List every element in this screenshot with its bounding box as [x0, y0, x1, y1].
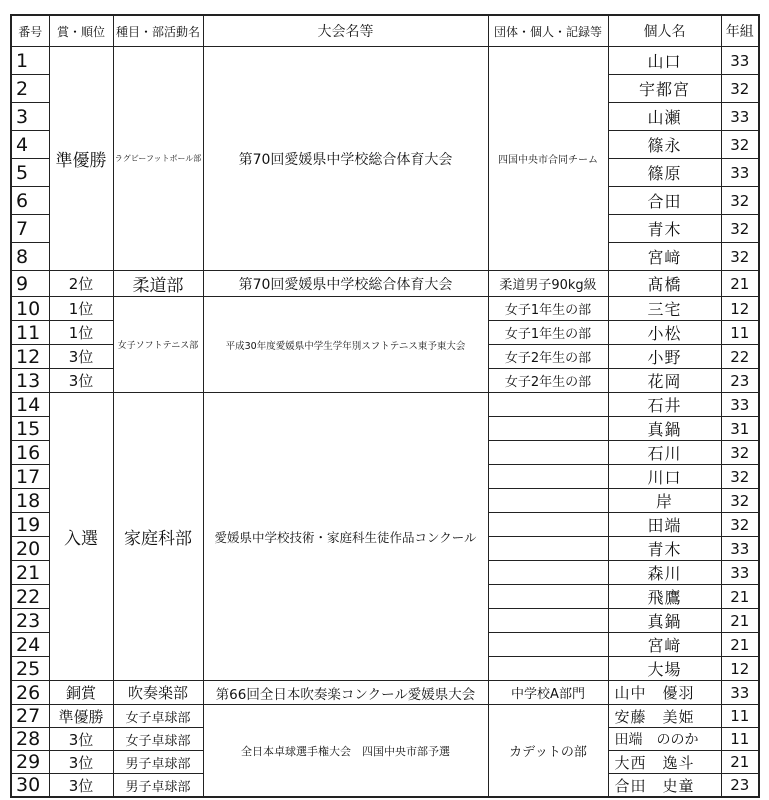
person-name: 青木 [608, 215, 721, 243]
row-number: 18 [11, 489, 49, 513]
year-class: 32 [721, 489, 759, 513]
person-name: 安藤 美姫 [608, 705, 721, 728]
category-cell [488, 489, 608, 513]
person-name: 真鍋 [608, 609, 721, 633]
year-class: 12 [721, 657, 759, 681]
person-name: 山瀬 [608, 103, 721, 131]
row-number: 22 [11, 585, 49, 609]
event-cell: 第70回愛媛県中学校総合体育大会 [203, 271, 488, 297]
year-class: 21 [721, 585, 759, 609]
year-class: 32 [721, 243, 759, 271]
header-category: 団体・個人・記録等 [488, 15, 608, 47]
row-number: 29 [11, 751, 49, 774]
category-cell [488, 585, 608, 609]
year-class: 32 [721, 465, 759, 489]
person-name: 宇都宮 [608, 75, 721, 103]
category-cell: 女子2年生の部 [488, 345, 608, 369]
year-class: 12 [721, 297, 759, 321]
year-class: 33 [721, 103, 759, 131]
person-name: 大場 [608, 657, 721, 681]
results-sheet [10, 14, 760, 798]
club-cell: 家庭科部 [113, 393, 203, 681]
header-year: 年組 [721, 15, 759, 47]
person-name: 山口 [608, 47, 721, 75]
row-number: 9 [11, 271, 49, 297]
table-row [11, 393, 759, 417]
person-name: 合田 [608, 187, 721, 215]
person-name: 篠永 [608, 131, 721, 159]
table-row [11, 705, 759, 728]
category-cell [488, 465, 608, 489]
row-number: 12 [11, 345, 49, 369]
row-number: 16 [11, 441, 49, 465]
award-cell: 2位 [49, 271, 113, 297]
year-class: 33 [721, 47, 759, 75]
club-cell: 女子ソフトテニス部 [113, 297, 203, 393]
club-cell: 柔道部 [113, 271, 203, 297]
table-row [11, 681, 759, 705]
row-number: 19 [11, 513, 49, 537]
award-cell: 準優勝 [49, 47, 113, 271]
year-class: 21 [721, 609, 759, 633]
award-cell: 3位 [49, 369, 113, 393]
award-cell: 1位 [49, 297, 113, 321]
award-cell: 銅賞 [49, 681, 113, 705]
award-cell: 3位 [49, 751, 113, 774]
row-number: 3 [11, 103, 49, 131]
row-number: 17 [11, 465, 49, 489]
header-name: 個人名 [608, 15, 721, 47]
event-cell: 第70回愛媛県中学校総合体育大会 [203, 47, 488, 271]
award-cell: 3位 [49, 774, 113, 798]
table-row [11, 297, 759, 321]
category-cell [488, 441, 608, 465]
row-number: 8 [11, 243, 49, 271]
row-number: 2 [11, 75, 49, 103]
year-class: 33 [721, 681, 759, 705]
row-number: 6 [11, 187, 49, 215]
row-number: 14 [11, 393, 49, 417]
club-cell: 男子卓球部 [113, 774, 203, 798]
row-number: 30 [11, 774, 49, 798]
person-name: 石川 [608, 441, 721, 465]
category-cell [488, 561, 608, 585]
row-number: 27 [11, 705, 49, 728]
header-row [11, 15, 759, 47]
person-name: 川口 [608, 465, 721, 489]
year-class: 21 [721, 751, 759, 774]
row-number: 26 [11, 681, 49, 705]
row-number: 21 [11, 561, 49, 585]
category-cell [488, 609, 608, 633]
table-row [11, 47, 759, 75]
table-row [11, 271, 759, 297]
header-event: 大会名等 [203, 15, 488, 47]
award-cell: 3位 [49, 728, 113, 751]
person-name: 石井 [608, 393, 721, 417]
header-club: 種目・部活動名 [113, 15, 203, 47]
year-class: 32 [721, 187, 759, 215]
category-cell: 女子1年生の部 [488, 297, 608, 321]
event-cell: 第66回全日本吹奏楽コンクール愛媛県大会 [203, 681, 488, 705]
person-name: 宮﨑 [608, 633, 721, 657]
event-cell: 平成30年度愛媛県中学生学年別スフトテニス東予東大会 [203, 297, 488, 393]
person-name: 田端 [608, 513, 721, 537]
year-class: 33 [721, 537, 759, 561]
person-name: 小松 [608, 321, 721, 345]
club-cell: 吹奏楽部 [113, 681, 203, 705]
row-number: 4 [11, 131, 49, 159]
person-name: 田端 ののか [608, 728, 721, 751]
year-class: 32 [721, 441, 759, 465]
year-class: 11 [721, 728, 759, 751]
category-cell [488, 393, 608, 417]
category-cell [488, 537, 608, 561]
year-class: 33 [721, 393, 759, 417]
person-name: 岸 [608, 489, 721, 513]
category-cell [488, 657, 608, 681]
row-number: 24 [11, 633, 49, 657]
award-cell: 1位 [49, 321, 113, 345]
category-cell: 女子1年生の部 [488, 321, 608, 345]
year-class: 23 [721, 369, 759, 393]
row-number: 15 [11, 417, 49, 441]
person-name: 篠原 [608, 159, 721, 187]
year-class: 33 [721, 561, 759, 585]
club-cell: ラグビーフットボール部 [113, 47, 203, 271]
row-number: 28 [11, 728, 49, 751]
year-class: 32 [721, 513, 759, 537]
row-number: 23 [11, 609, 49, 633]
category-cell: カデットの部 [488, 705, 608, 798]
person-name: 小野 [608, 345, 721, 369]
category-cell [488, 513, 608, 537]
event-cell: 愛媛県中学校技術・家庭科生徒作品コンクール [203, 393, 488, 681]
row-number: 13 [11, 369, 49, 393]
person-name: 髙橋 [608, 271, 721, 297]
year-class: 21 [721, 633, 759, 657]
person-name: 山中 優羽 [608, 681, 721, 705]
category-cell [488, 633, 608, 657]
row-number: 1 [11, 47, 49, 75]
category-cell [488, 417, 608, 441]
person-name: 花岡 [608, 369, 721, 393]
year-class: 21 [721, 271, 759, 297]
row-number: 7 [11, 215, 49, 243]
year-class: 23 [721, 774, 759, 798]
person-name: 青木 [608, 537, 721, 561]
header-award: 賞・順位 [49, 15, 113, 47]
event-cell: 全日本卓球選手権大会 四国中央市部予選 [203, 705, 488, 798]
person-name: 合田 史童 [608, 774, 721, 798]
category-cell: 柔道男子90kg級 [488, 271, 608, 297]
person-name: 真鍋 [608, 417, 721, 441]
header-no: 番号 [11, 15, 49, 47]
results-table [10, 14, 760, 798]
category-cell: 女子2年生の部 [488, 369, 608, 393]
award-cell: 準優勝 [49, 705, 113, 728]
row-number: 11 [11, 321, 49, 345]
year-class: 33 [721, 159, 759, 187]
year-class: 31 [721, 417, 759, 441]
person-name: 三宅 [608, 297, 721, 321]
year-class: 22 [721, 345, 759, 369]
year-class: 32 [721, 215, 759, 243]
year-class: 32 [721, 75, 759, 103]
award-cell: 3位 [49, 345, 113, 369]
year-class: 11 [721, 321, 759, 345]
person-name: 森川 [608, 561, 721, 585]
award-cell: 入選 [49, 393, 113, 681]
row-number: 20 [11, 537, 49, 561]
category-cell: 四国中央市合同チーム [488, 47, 608, 271]
person-name: 大西 逸斗 [608, 751, 721, 774]
club-cell: 女子卓球部 [113, 728, 203, 751]
year-class: 32 [721, 131, 759, 159]
person-name: 宮﨑 [608, 243, 721, 271]
club-cell: 男子卓球部 [113, 751, 203, 774]
year-class: 11 [721, 705, 759, 728]
category-cell: 中学校A部門 [488, 681, 608, 705]
club-cell: 女子卓球部 [113, 705, 203, 728]
row-number: 25 [11, 657, 49, 681]
row-number: 5 [11, 159, 49, 187]
person-name: 飛鷹 [608, 585, 721, 609]
row-number: 10 [11, 297, 49, 321]
